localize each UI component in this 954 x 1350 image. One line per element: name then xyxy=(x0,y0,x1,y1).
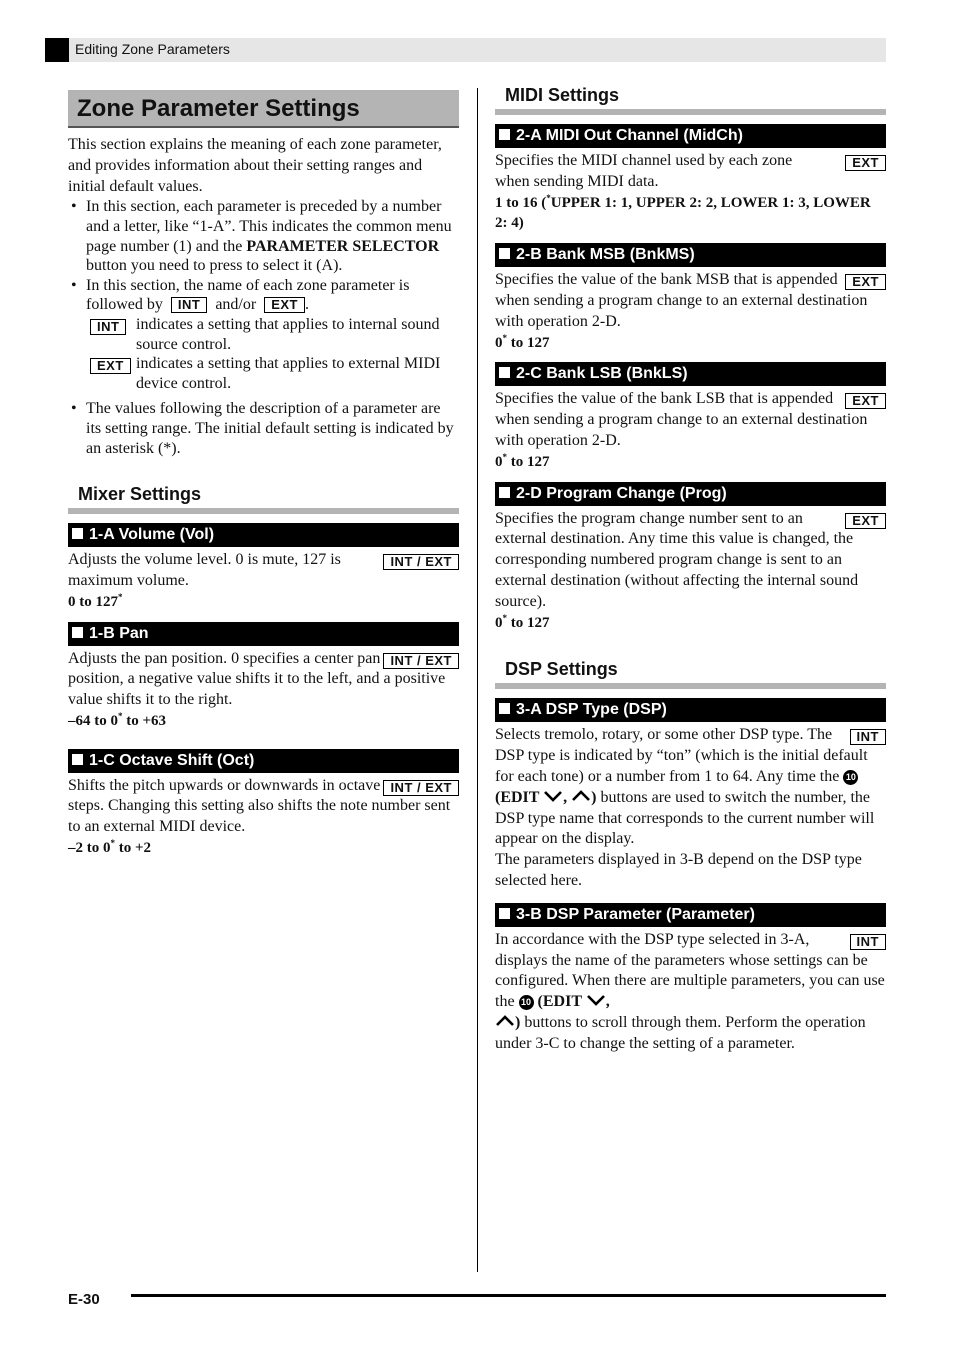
int-ext-tag: INT / EXT xyxy=(383,554,459,570)
square-bullet-icon xyxy=(72,627,83,638)
octave-shift-heading: 1-C Octave Shift (Oct) xyxy=(68,749,459,773)
octave-shift-description: Shifts the pitch upwards or downwards in octave steps. Changing this setting also shifts the note number sent to an external MIDI device. xyxy=(68,776,451,836)
ext-legend xyxy=(90,354,459,393)
dsp-settings-heading: DSP Settings xyxy=(495,658,886,689)
page-number: E-30 xyxy=(68,1291,100,1308)
running-header xyxy=(45,38,886,62)
footer-rule xyxy=(131,1294,886,1297)
square-bullet-icon xyxy=(72,754,83,765)
running-title: Editing Zone Parameters xyxy=(75,41,230,57)
ext-tag: EXT xyxy=(845,155,886,171)
volume-description: Adjusts the volume level. 0 is mute, 127 is maximum volume. xyxy=(68,551,341,589)
int-legend xyxy=(90,315,459,354)
chevron-up-icon xyxy=(495,1014,515,1028)
ext-description: indicates a setting that applies to external MIDI device control. xyxy=(136,355,441,392)
mixer-settings-heading: Mixer Settings xyxy=(68,483,459,514)
button-10-icon: 10 xyxy=(843,770,858,785)
bank-lsb-heading: 2-C Bank LSB (BnkLS) xyxy=(495,362,886,386)
intro-paragraph: This section explains the meaning of each zone parameter, and provides information about their setting ranges and initial default values. xyxy=(68,136,442,195)
ext-tag: EXT xyxy=(845,513,886,529)
square-bullet-icon xyxy=(499,367,510,378)
int-tag: INT xyxy=(850,934,886,950)
bank-lsb-description: Specifies the value of the bank LSB that is appended when sending a program change to an external destination with operation 2-D. xyxy=(495,390,868,449)
pan-range: –64 to 0* to +63 xyxy=(68,710,167,729)
midi-out-channel-description: Specifies the MIDI channel used by each zone when sending MIDI data. xyxy=(495,152,793,190)
midi-settings-heading: MIDI Settings xyxy=(495,84,886,115)
page-title: Zone Parameter Settings xyxy=(68,90,459,128)
bullet-int-ext: • In this section, the name of each zone parameter is followed by INT and/or EXT . xyxy=(68,276,459,315)
button-10-icon: 10 xyxy=(519,995,534,1010)
int-tag: INT xyxy=(171,297,207,313)
bullet-default-value: • The values following the description of a parameter are its setting range. The initial default setting is indicated by an asterisk (*). xyxy=(68,399,459,458)
header-black-block xyxy=(45,38,69,62)
square-bullet-icon xyxy=(499,248,510,259)
int-tag: INT xyxy=(90,319,126,335)
dsp-parameter-description: In accordance with the DSP type selected in 3-A, displays the name of the parameters whose settings can be configured. When there are multiple parameters, you can use the 10 (EDIT , ) buttons to scroll through them. Perform the operation under 3-C to change the setting of a parameter. xyxy=(495,930,885,1052)
ext-tag: EXT xyxy=(264,297,305,313)
int-description: indicates a setting that applies to internal sound source control. xyxy=(136,315,440,353)
square-bullet-icon xyxy=(499,908,510,919)
volume-range: 0 to 127* xyxy=(68,591,123,610)
chevron-down-icon xyxy=(586,993,606,1007)
program-change-heading: 2-D Program Change (Prog) xyxy=(495,482,886,506)
bank-msb-description: Specifies the value of the bank MSB that is appended when sending a program change to an external destination with operation 2-D. xyxy=(495,271,868,330)
square-bullet-icon xyxy=(499,487,510,498)
midi-out-channel-range: 1 to 16 (*UPPER 1: 1, UPPER 2: 2, LOWER 1: 3, LOWER 2: 4) xyxy=(495,192,871,232)
program-change-description: Specifies the program change number sent to an external destination. Any time this value is changed, the corresponding numbered program change is sent to an external destination (without affecting the internal sound source). xyxy=(495,509,859,610)
int-ext-tag: INT / EXT xyxy=(383,780,459,796)
chevron-up-icon xyxy=(571,789,591,803)
octave-shift-range: –2 to 0* to +2 xyxy=(68,838,152,857)
volume-heading: 1-A Volume (Vol) xyxy=(68,523,459,547)
right-column xyxy=(495,84,886,1055)
bank-msb-heading: 2-B Bank MSB (BnkMS) xyxy=(495,243,886,267)
dsp-parameter-heading: 3-B DSP Parameter (Parameter) xyxy=(495,903,886,927)
int-ext-tag: INT / EXT xyxy=(383,653,459,669)
int-tag: INT xyxy=(850,729,886,745)
ext-tag: EXT xyxy=(90,358,131,374)
ext-tag: EXT xyxy=(845,274,886,290)
left-column xyxy=(68,90,459,859)
bank-lsb-range: 0* to 127 xyxy=(495,451,550,470)
column-divider xyxy=(477,88,478,1272)
pan-heading: 1-B Pan xyxy=(68,622,459,646)
chevron-down-icon xyxy=(543,789,563,803)
bullet-numbering: • In this section, each parameter is preceded by a number and a letter, like “1-A”. This indicates the common menu page number (1) and the PARAMETER SELECTOR button you need to press to select it (A). xyxy=(68,197,459,275)
dsp-type-note: The parameters displayed in 3-B depend on the DSP type selected here. xyxy=(495,851,862,889)
bank-msb-range: 0* to 127 xyxy=(495,332,550,351)
square-bullet-icon xyxy=(499,703,510,714)
dsp-type-heading: 3-A DSP Type (DSP) xyxy=(495,698,886,722)
midi-out-channel-heading: 2-A MIDI Out Channel (MidCh) xyxy=(495,124,886,148)
dsp-type-description: Selects tremolo, rotary, or some other DSP type. The DSP type is indicated by “ton” (which is the initial default for each tone) or a number from 1 to 64. Any time the 10 (EDIT , ) buttons are used to switch the number, the DSP type name that corresponds to the current number will appear on the display. xyxy=(495,726,875,848)
square-bullet-icon xyxy=(72,528,83,539)
pan-description: Adjusts the pan position. 0 specifies a center pan position, a negative value shifts it to the left, and a positive value shifts it to the right. xyxy=(68,649,446,709)
square-bullet-icon xyxy=(499,129,510,140)
ext-tag: EXT xyxy=(845,393,886,409)
program-change-range: 0* to 127 xyxy=(495,612,550,631)
